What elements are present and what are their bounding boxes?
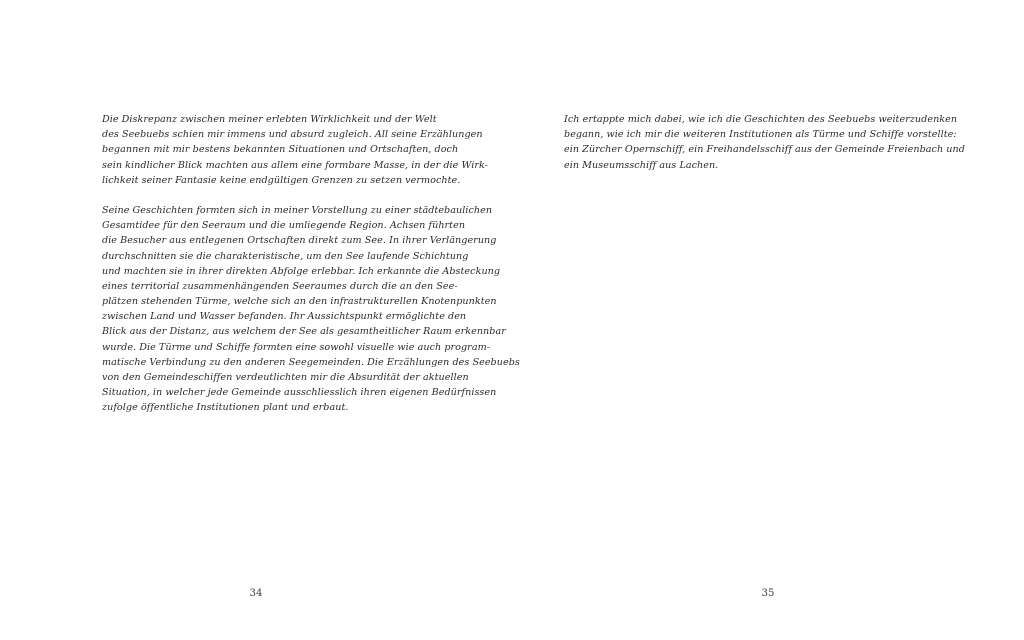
- text-line: sein kindlicher Blick machten aus allem eine formbare Masse, in der die Wirk-: [102, 159, 488, 171]
- text-line: begannen mit mir bestens bekannten Situationen und Ortschaften, doch: [102, 144, 459, 156]
- left-page-text: [102, 112, 520, 416]
- text-line: von den Gemeindeschiffen verdeutlichten mir die Absurdität der aktuellen: [102, 372, 469, 383]
- text-line: zwischen Land und Wasser befanden. Ihr Aussichtspunkt ermöglichte den: [102, 311, 467, 323]
- text-line: Die Diskrepanz zwischen meiner erlebten Wirklichkeit und der Welt: [102, 114, 437, 125]
- text-line: Blick aus der Distanz, aus welchem der See als gesamtheitlicher Raum erkennbar: [102, 326, 506, 338]
- text-line: wurde. Die Türme und Schiffe formten eine sowohl visuelle wie auch program-: [102, 341, 491, 353]
- text-line: Ich ertappte mich dabei, wie ich die Geschichten des Seebuebs weiterzudenken: [564, 114, 958, 125]
- text-line: die Besucher aus entlegenen Ortschaften direkt zum See. In ihrer Verlängerung: [102, 235, 497, 247]
- text-line: lichkeit seiner Fantasie keine endgültigen Grenzen zu setzen vermochte.: [102, 174, 461, 186]
- text-line: Gesamtidee für den Seeraum und die umliegende Region. Achsen führten: [102, 220, 466, 232]
- right-page: [512, 0, 1024, 640]
- text-line: des Seebuebs schien mir immens und absurd zugleich. All seine Erzählungen: [102, 129, 483, 141]
- right-page-text: [564, 112, 965, 173]
- paragraph-1: [564, 112, 965, 173]
- text-line: plätzen stehenden Türme, welche sich an den infrastrukturellen Knotenpunkten: [102, 296, 497, 308]
- text-line: eines territorial zusammenhängenden Seeraumes durch die an den See-: [102, 280, 458, 292]
- text-line: Situation, in welcher jede Gemeinde ausschliesslich ihren eigenen Bedürfnissen: [102, 387, 497, 399]
- page-number-left: 34: [249, 588, 263, 599]
- text-line: zufolge öffentliche Institutionen plant und erbaut.: [102, 402, 349, 414]
- paragraph-1: [102, 112, 520, 188]
- text-line: begann, wie ich mir die weiteren Institutionen als Türme und Schiffe vorstellte:: [564, 129, 957, 141]
- text-line: durchschnitten sie die charakteristische, um den See laufende Schichtung: [102, 250, 469, 262]
- page-number-right: 35: [761, 588, 775, 599]
- text-line: matische Verbindung zu den anderen Seegemeinden. Die Erzählungen des Seebuebs: [102, 356, 520, 368]
- text-line: ein Zürcher Opernschiff, ein Freihandelsschiff aus der Gemeinde Freienbach und: [564, 144, 965, 156]
- paragraph-2: [102, 203, 520, 416]
- text-line: und machten sie in ihrer direkten Abfolge erlebbar. Ich erkannte die Absteckung: [102, 265, 501, 277]
- text-line: Seine Geschichten formten sich in meiner Vorstellung zu einer städtebaulichen: [102, 204, 493, 216]
- text-line: ein Museumsschiff aus Lachen.: [564, 159, 719, 171]
